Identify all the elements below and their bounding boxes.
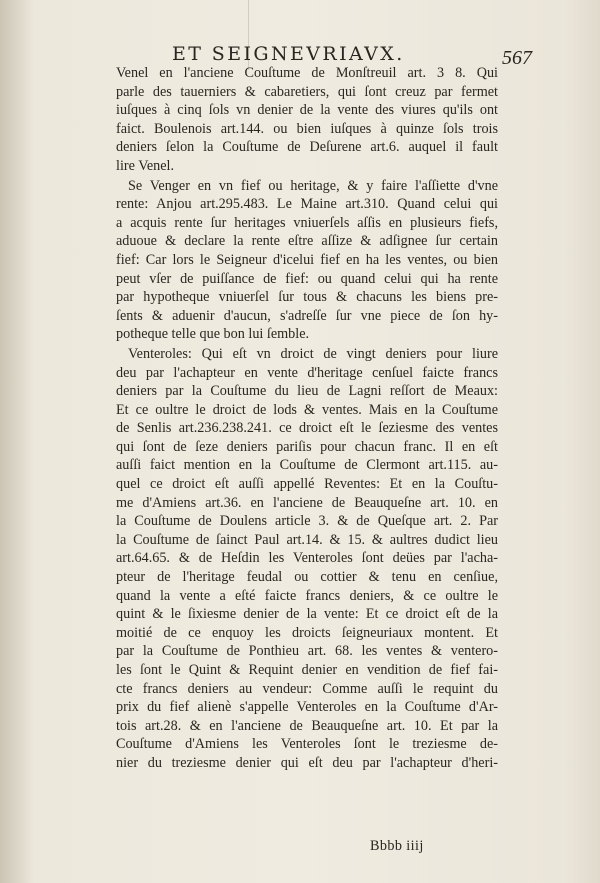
text-line: iuſques à cinq ſols vn denier de la vente des viures qu'ils ont — [116, 102, 498, 119]
text-line: les ſont le Quint & Requint denier en vendition de fief fai- — [116, 662, 498, 678]
gutter-shadow — [0, 0, 34, 883]
text-block — [116, 64, 498, 773]
text-line: qui ſont de ſeze deniers pariſis pour chacun franc. Il en eſt — [116, 438, 498, 455]
text-line: deniers ſelon la Couſtume de Deſurene art.6. auquel il fault — [116, 139, 498, 156]
page-number: 567 — [502, 47, 532, 69]
text-line: ſents & aduenir d'aucun, s'adreſſe ſur vne piece de ſon hy- — [116, 307, 498, 324]
text-line: Venel en l'anciene Couſtume de Monſtreuil art. 3 8. Qui — [116, 65, 498, 81]
text-line: prix du fief alienè s'appelle Venteroles en la Couſtume d'Ar- — [116, 699, 498, 716]
signature-mark: Bbbb iiij — [370, 838, 424, 854]
text-line: la Couſtume de ſainct Paul art.14. & 15. & aultres dudict lieu — [116, 531, 498, 548]
text-line: me d'Amiens art.36. en l'anciene de Beauqueſne art. 10. en — [116, 494, 498, 511]
text-line: aduoue & declare la rente eſtre aſſize & adſignee ſur certain — [116, 233, 498, 250]
running-title: ET SEIGNEVRIAVX. — [172, 43, 405, 65]
text-line: Venteroles: Qui eſt vn droict de vingt deniers pour liure — [128, 345, 498, 362]
text-line: quint & le ſixiesme denier de la vente: Et ce droict eſt de la — [116, 606, 498, 623]
text-line: quel ce droict eſt auſſi appellé Reventes: Et en la Couſtu- — [116, 476, 498, 493]
text-line: art.64.65. & de Heſdin les Venteroles ſont deües par l'acha- — [116, 550, 498, 567]
text-line: Et ce oultre le droict de lods & ventes. Mais en la Couſtume — [116, 401, 498, 418]
text-line: Couſtume d'Amiens les Venteroles ſont le treziesme de- — [116, 736, 498, 753]
text-line: Se Venger en vn fief ou heritage, & y faire l'aſſiette d'vne — [128, 177, 498, 194]
text-line: moitié de ce enquoy les droicts ſeigneuriaux montent. Et — [116, 624, 498, 641]
text-line: auſſi faict mention en la Couſtume de Clermont art.115. au- — [116, 457, 498, 474]
text-line: faict. Boulenois art.144. ou bien iuſques à quinze ſols trois — [116, 120, 498, 137]
text-line: deu par l'achapteur en vente d'heritage cenſuel faicte francs — [116, 364, 498, 381]
text-line: parle des tauerniers & cabaretiers, qui ſont creuz par fermet — [116, 83, 498, 100]
text-line: cte francs deniers au vendeur: Comme auſſi le requint du — [116, 680, 498, 697]
text-line: quand la vente a eſté faicte francs deniers, & ce oultre le — [116, 587, 498, 604]
text-line: rente: Anjou art.295.483. Le Maine art.310. Quand celui qui — [116, 196, 498, 213]
text-line: fief: Car lors le Seigneur d'icelui fief en ha les ventes, ou bien — [116, 251, 498, 268]
text-line: a acquis rente ſur heritages vniuerſels aſſis en plusieurs fiefs, — [116, 214, 498, 231]
text-line: deniers par la Couſtume du lieu de Lagni reſſort de Meaux: — [116, 383, 498, 400]
text-line: tois art.28. & en l'anciene de Beauqueſne art. 10. Et par la — [116, 717, 498, 734]
text-line: pteur de l'heritage feudal ou cottier & tenu en cenſiue, — [116, 569, 498, 586]
text-line: peut vſer de puiſſance de fief: ou quand celui qui ha rente — [116, 270, 498, 287]
text-line: par hypotheque vniuerſel ſur tous & chacuns les biens pre- — [116, 289, 498, 306]
text-line: potheque telle que bon lui ſemble. — [116, 326, 310, 343]
text-line: nier du treziesme denier qui eſt deu par l'achapteur d'heri- — [116, 754, 498, 771]
text-line: la Couſtume de Doulens article 3. & de Queſque art. 2. Par — [116, 513, 498, 530]
text-line: lire Venel. — [116, 157, 175, 174]
text-line: par la Couſtume de Ponthieu art. 68. les ventes & ventero- — [116, 643, 498, 660]
text-line: de Senlis art.236.238.241. ce droict eſt le ſeziesme des ventes — [116, 420, 498, 437]
